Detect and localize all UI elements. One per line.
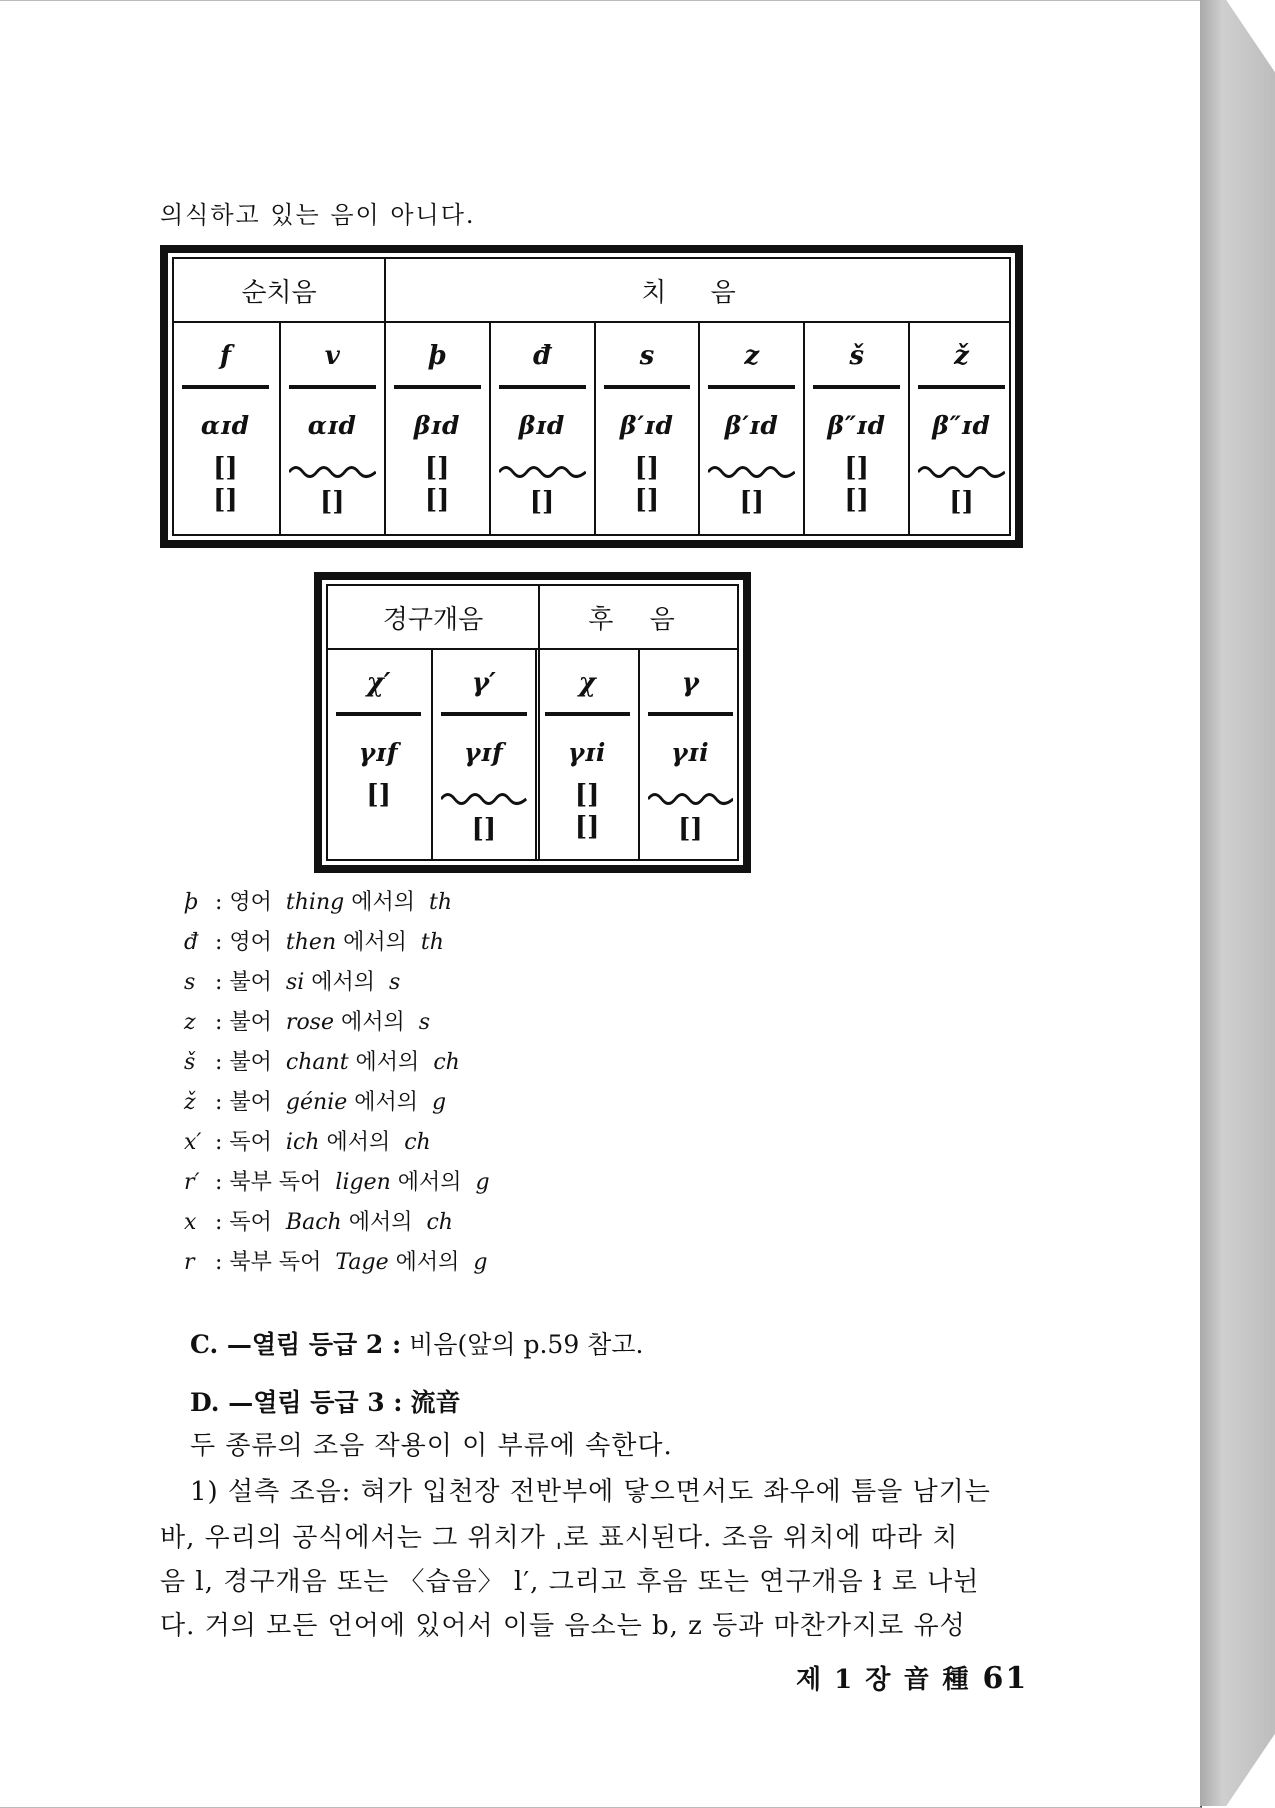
legend-word: Tage	[335, 1250, 389, 1275]
column-divider	[638, 650, 640, 859]
paragraph-line: 바, 우리의 공식에서는 그 위치가 ˌ로 표시된다. 조음 위치에 따라 치	[160, 1523, 959, 1553]
paragraph-line: 1) 설측 조음: 혀가 입천장 전반부에 닿으면서도 좌우에 틈을 남기는	[190, 1477, 991, 1507]
column-divider	[535, 650, 537, 859]
book-spine	[1200, 0, 1275, 1806]
legend-sound: s	[418, 1010, 431, 1035]
chapter-title: 제 1 장 音 種	[796, 1665, 971, 1695]
legend-language: 북부 독어	[229, 1250, 322, 1275]
legend-symbol: z	[184, 1010, 196, 1035]
legend-row: x′ : 독어 ich 에서의 ch	[184, 1123, 490, 1163]
header-dental: 치 음	[386, 259, 1009, 323]
section-d-label: D. —열림 등급 3 :	[190, 1388, 403, 1417]
page-footer	[796, 1659, 1028, 1696]
legend-row: z : 불어 rose 에서의 s	[184, 1003, 490, 1043]
phoneme-symbol: þ	[428, 341, 447, 371]
legend-suffix: 에서의	[348, 1210, 413, 1235]
bracket-mark: []	[678, 814, 703, 844]
articulation-formula: βɪd	[413, 411, 461, 440]
legend-row: x : 독어 Bach 에서의 ch	[184, 1203, 490, 1243]
legend-language: 독어	[229, 1130, 272, 1155]
articulation-formula: β′ɪd	[724, 411, 779, 440]
page-number: 61	[982, 1661, 1029, 1696]
bracket-mark: []	[529, 487, 555, 517]
phoneme-column	[537, 650, 638, 859]
column-divider	[384, 323, 386, 534]
header-palatal: 경구개음	[328, 586, 538, 650]
phoneme-symbol: f	[219, 341, 232, 371]
voicing-wave	[441, 790, 526, 808]
articulation-formula: γɪf	[463, 738, 504, 767]
legend-row: ž : 불어 génie 에서의 g	[184, 1083, 490, 1123]
legend-sound: s	[389, 970, 401, 995]
phoneme-column	[491, 323, 594, 534]
underline-bar	[813, 385, 900, 389]
intro-text: 의식하고 있는 음이 아니다.	[160, 201, 476, 229]
legend-suffix: 에서의	[355, 1050, 420, 1075]
legend-sound: ch	[433, 1050, 460, 1075]
legend-row: r′ : 북부 독어 ligen 에서의 g	[184, 1163, 490, 1203]
underline-bar	[289, 385, 376, 389]
articulation-formula: β′ɪd	[619, 411, 675, 440]
voicing-wave	[708, 463, 795, 481]
legend-row: š : 불어 chant 에서의 ch	[184, 1043, 490, 1083]
phoneme-symbol: z	[744, 341, 760, 371]
articulation-formula: βɪd	[518, 411, 566, 440]
phoneme-column	[328, 650, 429, 859]
phoneme-column	[433, 650, 534, 859]
legend-symbol: x′	[184, 1130, 202, 1155]
phoneme-column	[386, 323, 489, 534]
legend-symbol: s	[184, 970, 196, 995]
legend-suffix: 에서의	[326, 1130, 391, 1155]
bracket-mark: []	[574, 812, 600, 842]
column-divider	[489, 323, 491, 534]
column-divider	[279, 323, 281, 534]
underline-bar	[545, 712, 630, 716]
underline-bar	[182, 385, 269, 389]
underline-bar	[918, 385, 1005, 389]
legend-sound: ch	[426, 1210, 453, 1235]
legend-word: Bach	[285, 1210, 342, 1235]
bracket-mark: []	[213, 485, 238, 515]
legend-word: then	[285, 930, 337, 955]
phoneme-symbol: γ	[681, 668, 699, 698]
legend-sound: th	[429, 890, 453, 915]
underline-bar	[604, 385, 691, 389]
phoneme-column	[640, 650, 741, 859]
phoneme-symbol: ž	[954, 341, 969, 371]
section-c-text: 비음(앞의 p.59 참고.	[409, 1330, 644, 1359]
phoneme-column	[805, 323, 908, 534]
column-divider	[594, 323, 596, 534]
legend-language: 영어	[229, 890, 272, 915]
legend-language: 영어	[229, 930, 272, 955]
legend-word: rose	[285, 1010, 334, 1035]
bracket-mark: []	[424, 485, 450, 515]
paragraph-line: 두 종류의 조음 작용이 이 부류에 속한다.	[190, 1431, 673, 1461]
bracket-mark: []	[844, 485, 869, 515]
legend-language: 불어	[229, 1010, 272, 1035]
phoneme-symbol: đ	[532, 341, 552, 371]
phoneme-column	[174, 323, 277, 534]
bracket-mark: []	[424, 453, 450, 483]
bracket-mark: []	[739, 487, 765, 517]
underline-bar	[499, 385, 586, 389]
bracket-mark: []	[366, 780, 391, 810]
bracket-mark: []	[634, 453, 660, 483]
legend-symbol: þ	[184, 890, 199, 915]
legend-word: thing	[285, 890, 345, 915]
legend-suffix: 에서의	[351, 890, 415, 915]
column-divider	[698, 323, 700, 534]
legend-symbol: ž	[184, 1090, 196, 1115]
articulation-formula: αɪd	[200, 411, 251, 440]
voicing-wave	[289, 463, 376, 481]
voicing-wave	[918, 463, 1005, 481]
legend-language: 북부 독어	[229, 1170, 322, 1195]
voicing-wave	[648, 790, 733, 808]
bracket-mark: []	[320, 487, 345, 517]
consonant-table-1	[160, 245, 1023, 548]
articulation-formula: γɪf	[358, 738, 399, 767]
underline-bar	[394, 385, 481, 389]
legend-row: r : 북부 독어 Tage 에서의 g	[184, 1243, 490, 1283]
paragraph-line: 다. 거의 모든 언어에 있어서 이들 음소는 b, z 등과 마찬가지로 유성	[160, 1611, 966, 1641]
section-d-text: 流音	[410, 1388, 461, 1417]
legend-symbol: x	[184, 1210, 197, 1235]
bracket-mark: []	[471, 814, 497, 844]
underline-bar	[441, 712, 526, 716]
phoneme-symbol: š	[849, 341, 864, 371]
legend-symbol: r	[184, 1250, 195, 1275]
header-labiodental: 순치음	[174, 259, 384, 323]
bracket-mark: []	[949, 487, 974, 517]
legend-sound: ch	[404, 1130, 431, 1155]
column-divider	[803, 323, 805, 534]
legend-row: þ : 영어 thing 에서의 th	[184, 883, 490, 923]
legend-symbol: š	[184, 1050, 196, 1075]
articulation-formula: β″ɪd	[932, 411, 991, 440]
bracket-mark: []	[634, 485, 660, 515]
legend-language: 불어	[229, 1050, 272, 1075]
paragraph-line: 음 l, 경구개음 또는 〈습음〉 l′, 그리고 후음 또는 연구개음 ł 로 나뉜	[160, 1567, 980, 1597]
section-c-label: C. —열림 등급 2 :	[190, 1330, 402, 1359]
phoneme-symbol: χ′	[366, 668, 391, 698]
legend-suffix: 에서의	[397, 1170, 462, 1195]
column-divider	[431, 650, 433, 859]
legend-sound: th	[420, 930, 444, 955]
legend-symbol: đ	[184, 930, 199, 955]
legend-suffix: 에서의	[395, 1250, 460, 1275]
underline-bar	[708, 385, 795, 389]
column-divider	[908, 323, 910, 534]
bracket-mark: []	[574, 780, 600, 810]
legend-suffix: 에서의	[354, 1090, 419, 1115]
legend-row: s : 불어 si 에서의 s	[184, 963, 490, 1003]
articulation-formula: αɪd	[307, 411, 357, 440]
legend-word: si	[285, 970, 305, 995]
phoneme-column	[281, 323, 384, 534]
legend-word: ich	[285, 1130, 320, 1155]
legend-word: génie	[285, 1090, 348, 1115]
phoneme-column	[700, 323, 803, 534]
phoneme-symbol: χ	[578, 668, 596, 698]
bracket-mark: []	[213, 453, 238, 483]
symbol-legend	[184, 883, 490, 1283]
legend-symbol: r′	[184, 1170, 200, 1195]
legend-word: chant	[285, 1050, 349, 1075]
legend-suffix: 에서의	[343, 930, 407, 955]
articulation-formula: γɪi	[567, 738, 607, 767]
consonant-table-2	[314, 572, 751, 873]
legend-language: 불어	[229, 1090, 272, 1115]
phoneme-symbol: v	[324, 341, 340, 371]
phoneme-symbol: s	[639, 341, 655, 371]
legend-row: đ : 영어 then 에서의 th	[184, 923, 490, 963]
legend-suffix: 에서의	[311, 970, 376, 995]
legend-sound: g	[473, 1250, 488, 1275]
voicing-wave	[499, 463, 586, 481]
articulation-formula: β″ɪd	[827, 411, 887, 440]
articulation-formula: γɪi	[671, 738, 710, 767]
legend-language: 불어	[229, 970, 272, 995]
legend-suffix: 에서의	[341, 1010, 405, 1035]
phoneme-column	[910, 323, 1013, 534]
phoneme-column	[596, 323, 699, 534]
bracket-mark: []	[844, 453, 869, 483]
legend-language: 독어	[229, 1210, 272, 1235]
header-velar: 후 음	[540, 586, 737, 650]
legend-word: ligen	[335, 1170, 391, 1195]
section-d	[190, 1383, 461, 1419]
phoneme-symbol: γ′	[471, 668, 496, 698]
underline-bar	[648, 712, 733, 716]
section-c	[190, 1325, 643, 1361]
legend-sound: g	[475, 1170, 490, 1195]
legend-sound: g	[432, 1090, 447, 1115]
underline-bar	[336, 712, 421, 716]
